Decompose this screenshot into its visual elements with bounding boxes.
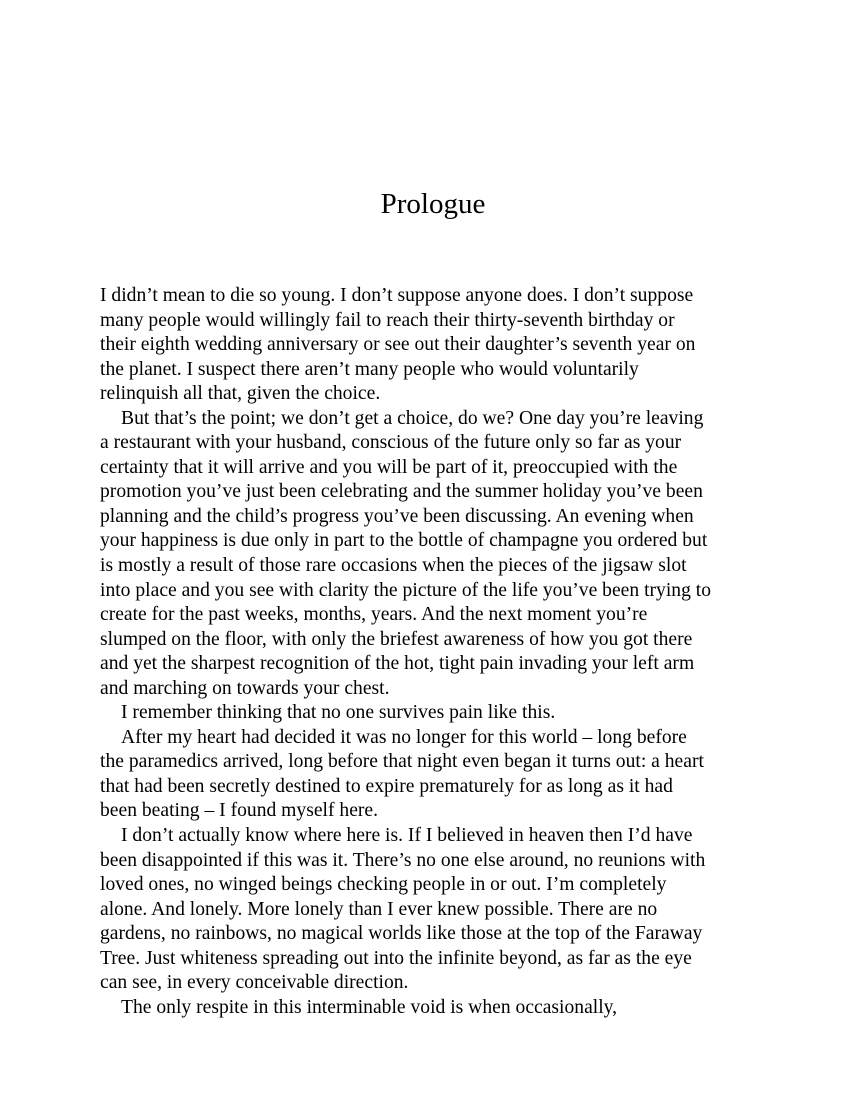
- text-line: and marching on towards your chest.: [100, 677, 390, 699]
- text-line: promotion you’ve just been celebrating and the summer holiday you’ve been: [100, 481, 703, 503]
- text-line: gardens, no rainbows, no magical worlds like those at the top of the Faraway: [100, 923, 703, 945]
- text-line: slumped on the floor, with only the briefest awareness of how you got there: [100, 628, 693, 650]
- text-line: many people would willingly fail to reach their thirty-seventh birthday or: [100, 309, 675, 331]
- text-line: planning and the child’s progress you’ve been discussing. An evening when: [100, 505, 694, 527]
- text-line: a restaurant with your husband, conscious of the future only so far as your: [100, 432, 682, 454]
- text-line: and yet the sharpest recognition of the hot, tight pain invading your left arm: [100, 653, 695, 675]
- paragraph-first-line: I remember thinking that no one survives pain like this.: [121, 702, 556, 724]
- paragraph-first-line: But that’s the point; we don’t get a choice, do we? One day you’re leaving: [121, 407, 704, 429]
- paragraph-first-line: I don’t actually know where here is. If I believed in heaven then I’d have: [121, 825, 693, 847]
- text-line: been disappointed if this was it. There’s no one else around, no reunions with: [100, 849, 706, 871]
- text-line: their eighth wedding anniversary or see out their daughter’s seventh year on: [100, 334, 696, 356]
- text-line: into place and you see with clarity the picture of the life you’ve been trying to: [100, 579, 712, 601]
- text-line: alone. And lonely. More lonely than I ever knew possible. There are no: [100, 898, 658, 920]
- text-line: I didn’t mean to die so young. I don’t suppose anyone does. I don’t suppose: [100, 285, 694, 306]
- text-line: relinquish all that, given the choice.: [100, 383, 381, 405]
- text-line: loved ones, no winged beings checking people in or out. I’m completely: [100, 874, 667, 896]
- text-line: your happiness is due only in part to the bottle of champagne you ordered but: [100, 530, 708, 552]
- text-line: the paramedics arrived, long before that night even began it turns out: a heart: [100, 751, 704, 773]
- text-line: can see, in every conceivable direction.: [100, 972, 409, 994]
- text-line: is mostly a result of those rare occasions when the pieces of the jigsaw slot: [100, 555, 687, 577]
- paragraph-first-line: After my heart had decided it was no longer for this world – long before: [121, 726, 687, 748]
- chapter-title: Prologue: [380, 188, 486, 220]
- text-line: been beating – I found myself here.: [100, 800, 379, 822]
- text-line: certainty that it will arrive and you will be part of it, preoccupied with the: [100, 456, 678, 478]
- paragraph-first-line: The only respite in this interminable void is when occasionally,: [121, 996, 618, 1018]
- text-line: that had been secretly destined to expire prematurely for as long as it had: [100, 775, 673, 797]
- text-line: Tree. Just whiteness spreading out into the infinite beyond, as far as the eye: [100, 947, 692, 969]
- text-line: create for the past weeks, months, years. And the next moment you’re: [100, 604, 648, 626]
- chapter-body-text: [100, 284, 780, 1020]
- text-line: the planet. I suspect there aren’t many people who would voluntarily: [100, 358, 639, 380]
